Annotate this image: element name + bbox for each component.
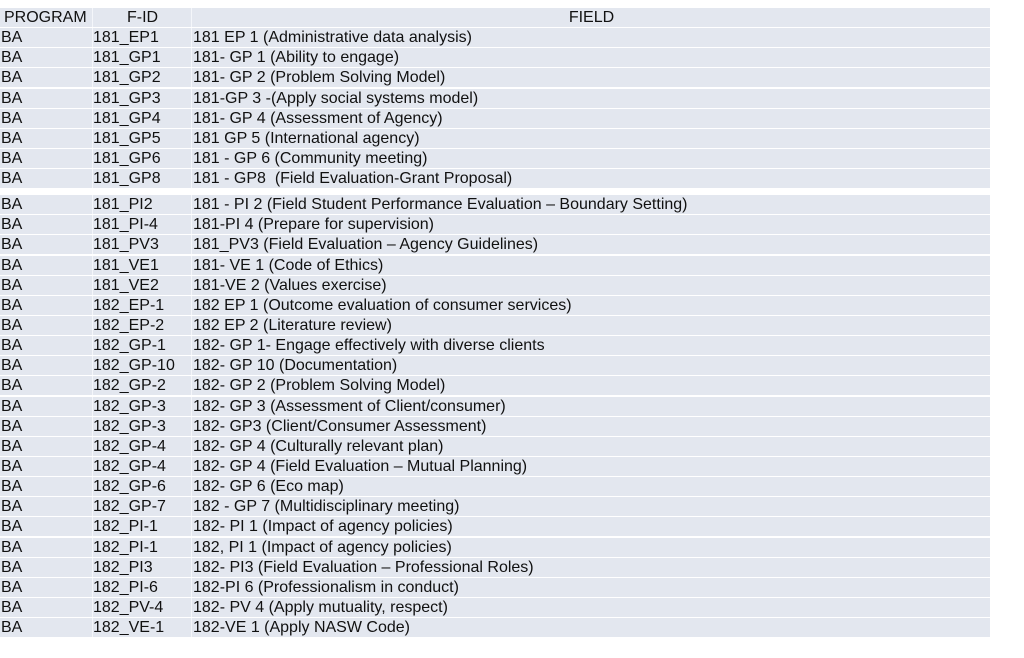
cell-field: 182- GP 1- Engage effectively with diverse clients (193, 337, 545, 355)
cell-fid: 181_PV3 (93, 236, 159, 254)
cell-fid: 182_VE-1 (93, 619, 165, 637)
cell-field: 181 - GP 6 (Community meeting) (193, 149, 428, 167)
cell-field: 182- GP3 (Client/Consumer Assessment) (193, 417, 487, 435)
cell-program: BA (1, 619, 23, 637)
cell-field: 181-PI 4 (Prepare for supervision) (193, 216, 434, 234)
cell-field: 181 - GP8 (Field Evaluation-Grant Proposal) (193, 170, 513, 188)
table-row (0, 517, 990, 536)
column-divider (191, 68, 192, 87)
cell-program: BA (1, 578, 23, 596)
cell-program: BA (1, 377, 23, 395)
column-divider (191, 356, 192, 375)
table-row (0, 437, 990, 456)
cell-program: BA (1, 69, 23, 87)
header-program: PROGRAM (4, 9, 87, 26)
cell-field: 182- GP 2 (Problem Solving Model) (193, 377, 446, 395)
cell-program: BA (1, 457, 23, 475)
cell-field: 182-VE 1 (Apply NASW Code) (193, 619, 410, 637)
column-divider (191, 457, 192, 476)
column-divider (191, 235, 192, 254)
table-row (0, 578, 990, 597)
column-divider (191, 195, 192, 214)
cell-program: BA (1, 518, 23, 536)
column-divider (191, 477, 192, 496)
column-divider (191, 28, 192, 47)
cell-fid: 182_PI3 (93, 558, 153, 576)
column-divider (191, 397, 192, 416)
cell-program: BA (1, 170, 23, 188)
column-divider (191, 558, 192, 577)
table-row (0, 397, 990, 416)
cell-field: 181 GP 5 (International agency) (193, 129, 420, 147)
cell-program: BA (1, 357, 23, 375)
cell-field: 181-VE 2 (Values exercise) (193, 276, 387, 294)
cell-field: 182 - GP 7 (Multidisciplinary meeting) (193, 498, 460, 516)
cell-fid: 182_GP-7 (93, 498, 166, 516)
column-divider (191, 417, 192, 436)
cell-fid: 181_GP1 (93, 49, 161, 67)
cell-field: 182 EP 2 (Literature review) (193, 316, 392, 334)
cell-program: BA (1, 129, 23, 147)
column-divider (191, 89, 192, 108)
table-row (0, 276, 990, 295)
column-divider (191, 149, 192, 168)
table-row (0, 457, 990, 476)
cell-field: 181- VE 1 (Code of Ethics) (193, 256, 384, 274)
table-row (0, 376, 990, 395)
column-divider (191, 497, 192, 516)
cell-program: BA (1, 478, 23, 496)
cell-program: BA (1, 598, 23, 616)
cell-field: 181-GP 3 -(Apply social systems model) (193, 89, 479, 107)
cell-program: BA (1, 337, 23, 355)
table-row (0, 109, 990, 128)
table-row (0, 256, 990, 275)
column-divider (191, 169, 192, 188)
cell-program: BA (1, 256, 23, 274)
field-table (0, 8, 990, 638)
table-row (0, 336, 990, 355)
cell-program: BA (1, 397, 23, 415)
cell-program: BA (1, 296, 23, 314)
table-row (0, 28, 990, 47)
cell-field: 182- GP 4 (Field Evaluation – Mutual Planning) (193, 457, 528, 475)
cell-fid: 182_GP-1 (93, 337, 166, 355)
cell-program: BA (1, 109, 23, 127)
cell-program: BA (1, 498, 23, 516)
cell-fid: 182_GP-3 (93, 417, 166, 435)
table-row (0, 195, 990, 214)
cell-fid: 182_GP-6 (93, 478, 166, 496)
cell-program: BA (1, 149, 23, 167)
cell-fid: 181_EP1 (93, 29, 159, 47)
table-row (0, 356, 990, 375)
table-row (0, 316, 990, 335)
cell-fid: 181_GP8 (93, 170, 161, 188)
table-row (0, 89, 990, 108)
cell-program: BA (1, 276, 23, 294)
column-divider (191, 296, 192, 315)
column-divider (191, 578, 192, 597)
cell-fid: 181_PI-4 (93, 216, 158, 234)
cell-fid: 182_EP-2 (93, 316, 165, 334)
table-row (0, 417, 990, 436)
cell-program: BA (1, 417, 23, 435)
column-divider (191, 256, 192, 275)
cell-field: 182- GP 6 (Eco map) (193, 478, 344, 496)
column-divider (191, 437, 192, 456)
cell-fid: 181_GP3 (93, 89, 161, 107)
table-row (0, 598, 990, 617)
cell-fid: 181_VE2 (93, 276, 159, 294)
table-body (0, 28, 990, 637)
cell-field: 182- PV 4 (Apply mutuality, respect) (193, 598, 448, 616)
cell-program: BA (1, 558, 23, 576)
header-field: FIELD (568, 9, 615, 26)
column-divider (191, 215, 192, 234)
cell-fid: 181_GP4 (93, 109, 161, 127)
cell-fid: 181_GP6 (93, 149, 161, 167)
cell-field: 182- PI3 (Field Evaluation – Professional Roles) (193, 558, 534, 576)
cell-fid: 182_GP-3 (93, 397, 166, 415)
cell-fid: 182_GP-4 (93, 457, 166, 475)
table-row (0, 169, 990, 188)
table-row (0, 235, 990, 254)
cell-program: BA (1, 538, 23, 556)
column-divider (191, 129, 192, 148)
cell-program: BA (1, 196, 23, 214)
cell-fid: 182_PI-1 (93, 518, 158, 536)
cell-field: 181- GP 1 (Ability to engage) (193, 49, 400, 67)
column-divider (191, 316, 192, 335)
cell-field: 182- PI 1 (Impact of agency policies) (193, 518, 453, 536)
table-row (0, 215, 990, 234)
cell-program: BA (1, 49, 23, 67)
cell-fid: 182_GP-2 (93, 377, 166, 395)
cell-field: 182- GP 10 (Documentation) (193, 357, 398, 375)
cell-field: 181_PV3 (Field Evaluation – Agency Guidelines) (193, 236, 539, 254)
cell-program: BA (1, 437, 23, 455)
table-row (0, 558, 990, 577)
cell-field: 181- GP 4 (Assessment of Agency) (193, 109, 443, 127)
cell-fid: 181_PI2 (93, 196, 153, 214)
table-row (0, 68, 990, 87)
column-divider (191, 48, 192, 67)
cell-field: 181- GP 2 (Problem Solving Model) (193, 69, 446, 87)
cell-fid: 182_PI-6 (93, 578, 158, 596)
table-row (0, 149, 990, 168)
column-divider (191, 376, 192, 395)
cell-program: BA (1, 216, 23, 234)
cell-field: 182 EP 1 (Outcome evaluation of consumer services) (193, 296, 572, 314)
cell-field: 182- GP 4 (Culturally relevant plan) (193, 437, 444, 455)
cell-fid: 181_GP2 (93, 69, 161, 87)
column-divider (191, 538, 192, 557)
table-row (0, 296, 990, 315)
column-divider (191, 276, 192, 295)
cell-fid: 182_PI-1 (93, 538, 158, 556)
cell-program: BA (1, 29, 23, 47)
cell-field: 182- GP 3 (Assessment of Client/consumer) (193, 397, 506, 415)
header-fid: F-ID (127, 9, 159, 26)
cell-field: 181 - PI 2 (Field Student Performance Evaluation – Boundary Setting) (193, 196, 688, 214)
cell-fid: 182_EP-1 (93, 296, 165, 314)
cell-fid: 181_VE1 (93, 256, 159, 274)
cell-program: BA (1, 236, 23, 254)
table-row (0, 538, 990, 557)
table-header-row (0, 8, 990, 27)
cell-fid: 182_PV-4 (93, 598, 164, 616)
column-divider (191, 336, 192, 355)
cell-program: BA (1, 316, 23, 334)
cell-field: 182, PI 1 (Impact of agency policies) (193, 538, 452, 556)
cell-field: 182-PI 6 (Professionalism in conduct) (193, 578, 459, 596)
column-divider (191, 109, 192, 128)
cell-fid: 181_GP5 (93, 129, 161, 147)
table-row (0, 48, 990, 67)
cell-field: 181 EP 1 (Administrative data analysis) (193, 29, 472, 47)
column-divider (191, 598, 192, 617)
column-divider (191, 517, 192, 536)
cell-fid: 182_GP-4 (93, 437, 166, 455)
table-row (0, 477, 990, 496)
table-row (0, 129, 990, 148)
column-divider (191, 618, 192, 637)
table-row (0, 618, 990, 637)
table-row (0, 497, 990, 516)
cell-fid: 182_GP-10 (93, 357, 175, 375)
cell-program: BA (1, 89, 23, 107)
